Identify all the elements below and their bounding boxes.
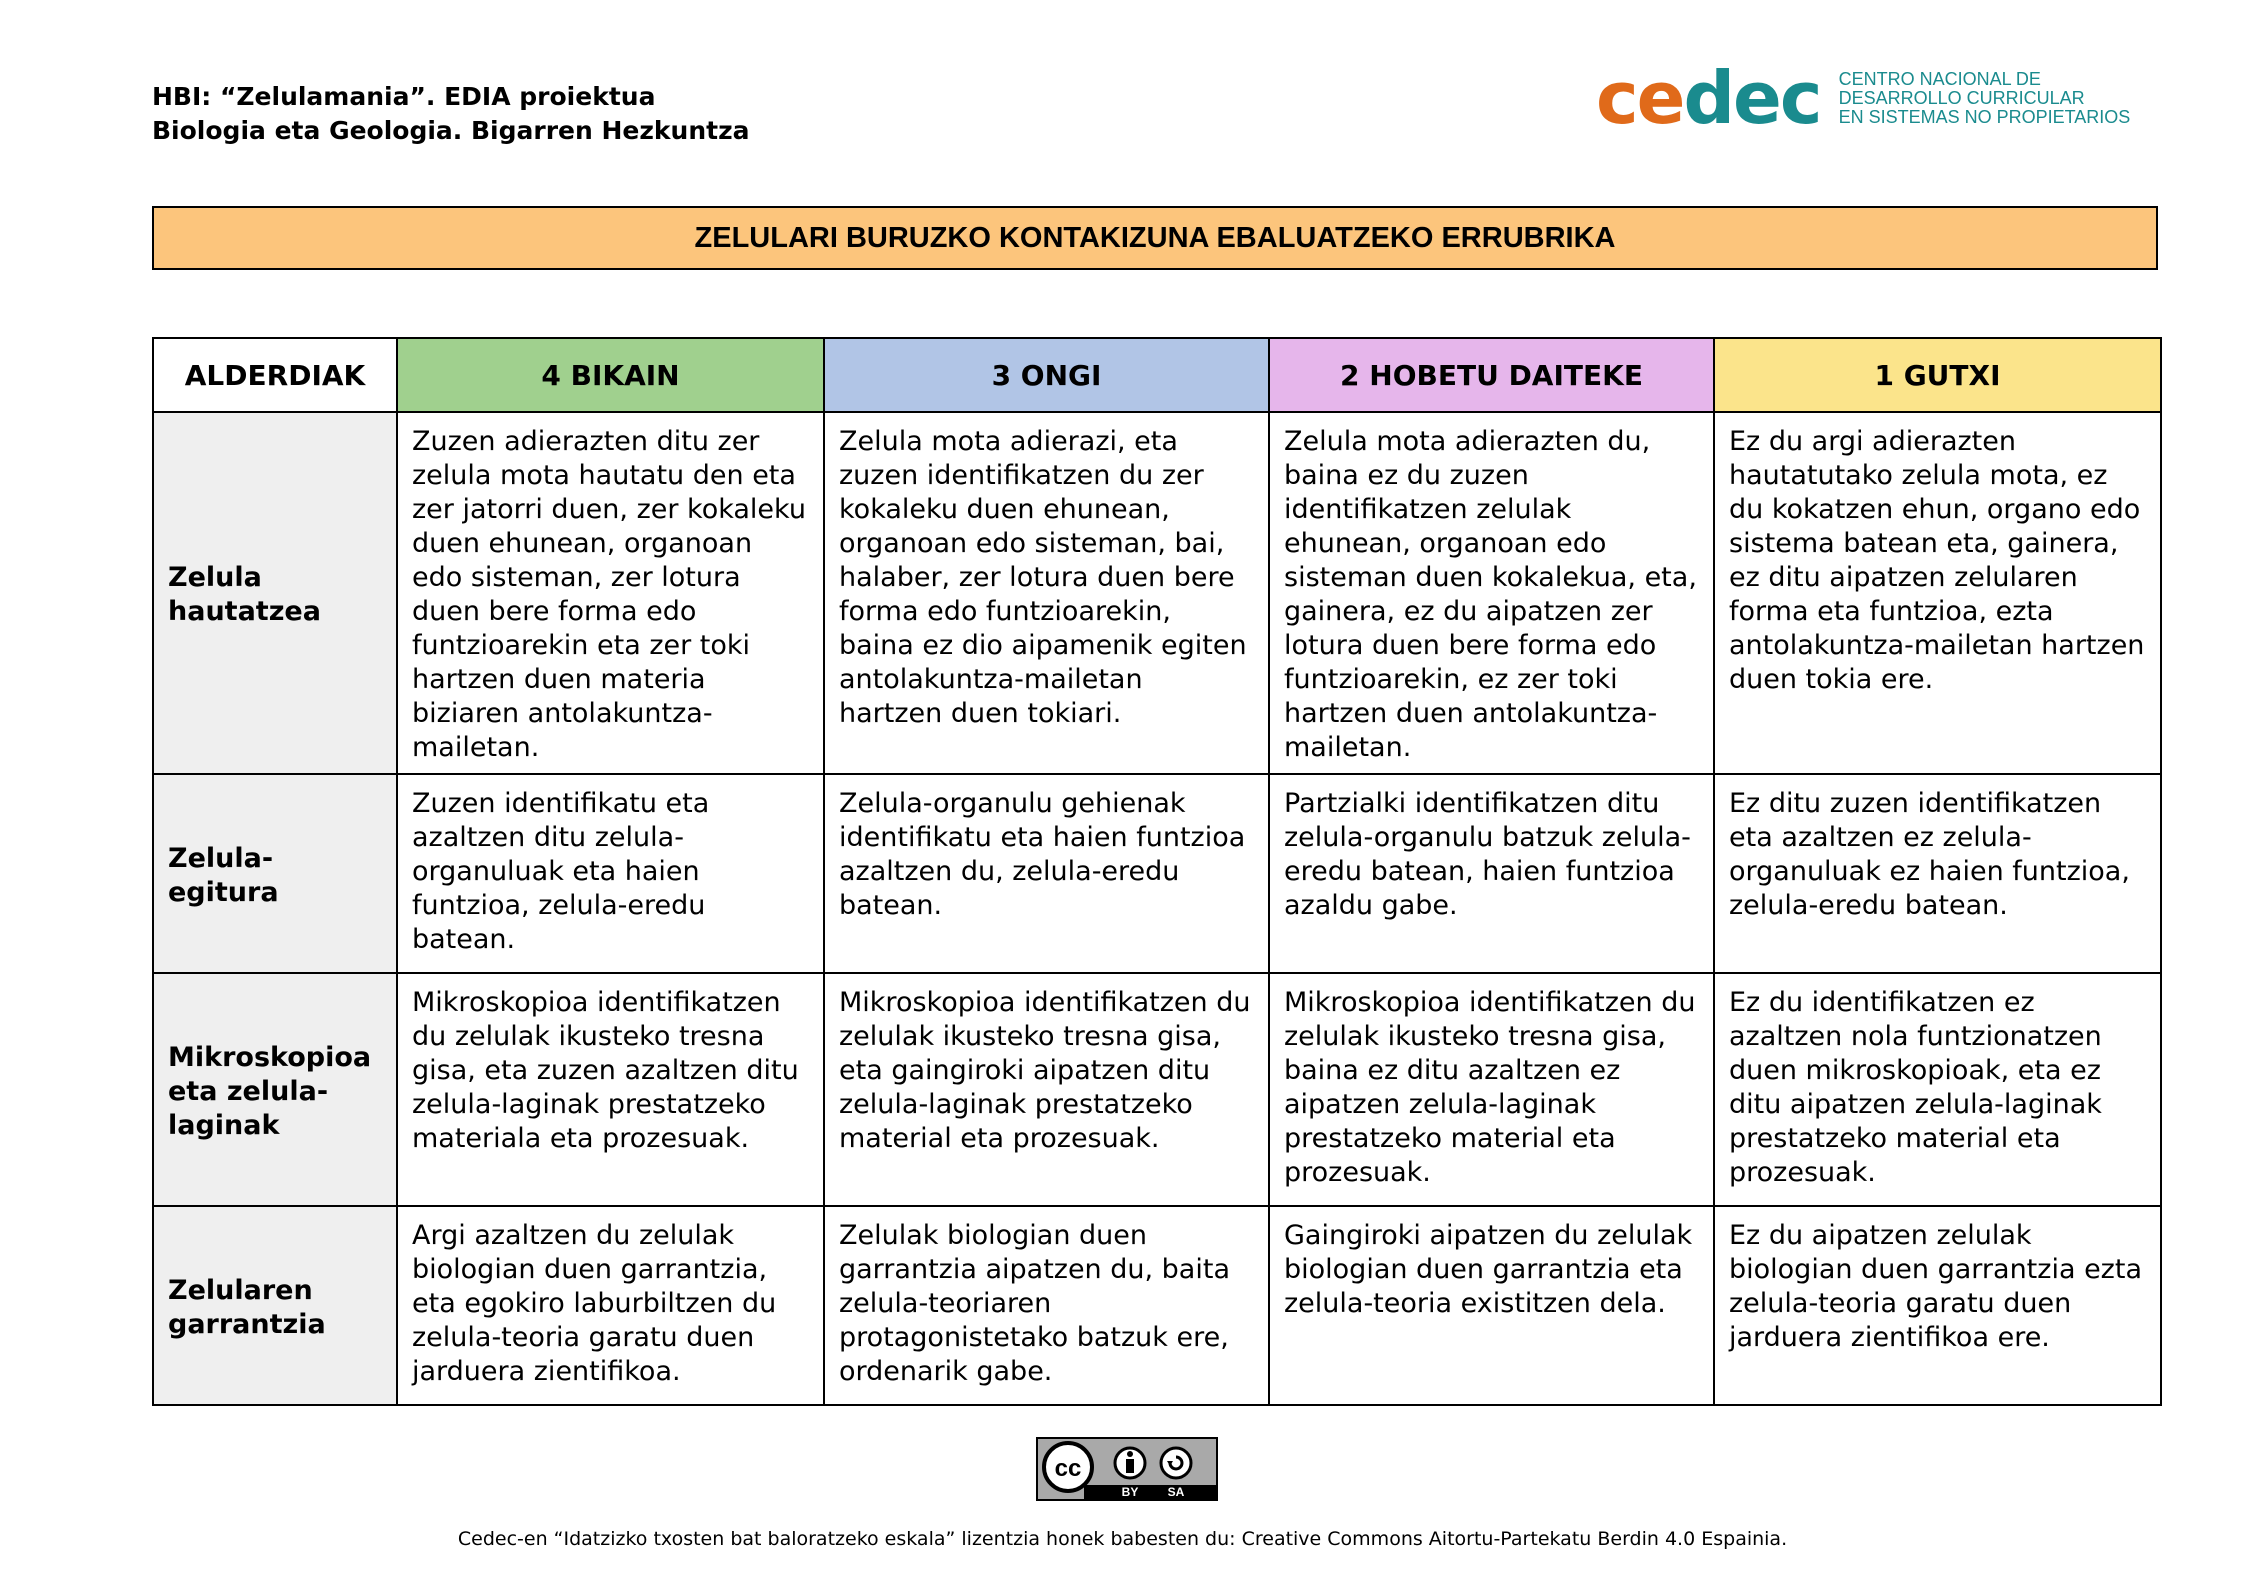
criteria-cell: Zelula mota adierazi, eta zuzen identifikatzen du zer kokaleku duen ehunean, organoan edo sisteman, bai, halaber, zer lotura duen bere forma edo funtzioarekin, baina ez dio aipamenik egiten antolakuntza-mailetan hartzen duen tokiari.: [824, 412, 1269, 774]
cc-icon: [1044, 1443, 1092, 1491]
svg-text:cc: cc: [1054, 1455, 1082, 1482]
criteria-cell: Ez ditu zuzen identifikatzen eta azaltzen ez zelula-organuluak ez haien funtzioa, zelula-eredu batean.: [1714, 774, 2161, 973]
cc-by-sa-badge[interactable]: [1036, 1437, 1218, 1501]
criteria-cell: Mikroskopioa identifikatzen du zelulak ikusteko tresna gisa, eta gaingiroki aipatzen ditu zelula-laginak prestatzeko material eta prozesuak.: [824, 973, 1269, 1206]
attribution-icon: [1115, 1448, 1145, 1478]
logo-subtitle: CENTRO NACIONAL DE DESARROLLO CURRICULAR EN SISTEMAS NO PROPIETARIOS: [1838, 68, 2131, 127]
cedec-logo: [1596, 58, 2130, 138]
table-row: [153, 1206, 2161, 1405]
aspect-cell: Zelularen garrantzia: [153, 1206, 397, 1405]
by-label: BY: [1121, 1485, 1139, 1499]
criteria-cell: Zuzen identifikatu eta azaltzen ditu zelula-organuluak eta haien funtzioa, zelula-eredu batean.: [397, 774, 824, 973]
criteria-cell: Zelulak biologian duen garrantzia aipatzen du, baita zelula-teoriaren protagonistetako batzuk ere, ordenarik gabe.: [824, 1206, 1269, 1405]
criteria-cell: Mikroskopioa identifikatzen du zelulak ikusteko tresna gisa, eta zuzen azaltzen ditu zelula-laginak prestatzeko materiala eta prozesuak.: [397, 973, 824, 1206]
table-row: [153, 973, 2161, 1206]
header-level-4: 4 BIKAIN: [397, 338, 824, 412]
criteria-cell: Partzialki identifikatzen ditu zelula-organulu batzuk zelula-eredu batean, haien funtzioa azaldu gabe.: [1269, 774, 1714, 973]
header-aspects: ALDERDIAK: [153, 338, 397, 412]
sa-label: SA: [1167, 1485, 1185, 1499]
document-header: [152, 80, 750, 148]
subject-title: Biologia eta Geologia. Bigarren Hezkuntza: [152, 116, 750, 145]
aspect-cell: Zelula hautatzea: [153, 412, 397, 774]
criteria-cell: Zelula-organulu gehienak identifikatu eta haien funtzioa azaltzen du, zelula-eredu batean.: [824, 774, 1269, 973]
project-title: HBI: “Zelulamania”. EDIA proiektua: [152, 82, 656, 111]
criteria-cell: Zelula mota adierazten du, baina ez du zuzen identifikatzen zelulak ehunean, organoan edo sisteman duen kokalekua, eta, gainera, ez du aipatzen zer lotura duen bere forma edo funtzioarekin, ez zer toki hartzen duen antolakuntza-mailetan.: [1269, 412, 1714, 774]
logo-wordmark: cedec: [1596, 56, 1821, 140]
rubric-title: ZELULARI BURUZKO KONTAKIZUNA EBALUATZEKO ERRUBRIKA: [152, 206, 2158, 270]
criteria-cell: Mikroskopioa identifikatzen du zelulak ikusteko tresna gisa, baina ez ditu azaltzen ez aipatzen zelula-laginak prestatzeko material eta prozesuak.: [1269, 973, 1714, 1206]
aspect-cell: Zelula-egitura: [153, 774, 397, 973]
rubric-table: [152, 337, 2162, 1406]
table-row: [153, 774, 2161, 973]
table-row: [153, 412, 2161, 774]
criteria-cell: Zuzen adierazten ditu zer zelula mota hautatu den eta zer jatorri duen, zer kokaleku duen ehunean, organoan edo sisteman, zer lotura duen bere forma edo funtzioarekin eta zer toki hartzen duen materia biziaren antolakuntza-mailetan.: [397, 412, 824, 774]
aspect-cell: Mikroskopioa eta zelula-laginak: [153, 973, 397, 1206]
header-level-3: 3 ONGI: [824, 338, 1269, 412]
criteria-cell: Ez du aipatzen zelulak biologian duen garrantzia ezta zelula-teoria garatu duen jarduera zientifikoa ere.: [1714, 1206, 2161, 1405]
criteria-cell: Gaingiroki aipatzen du zelulak biologian duen garrantzia eta zelula-teoria existitzen dela.: [1269, 1206, 1714, 1405]
header-level-2: 2 HOBETU DAITEKE: [1269, 338, 1714, 412]
header-level-1: 1 GUTXI: [1714, 338, 2161, 412]
criteria-cell: Ez du argi adierazten hautatutako zelula mota, ez du kokatzen ehun, organo edo sistema batean eta, gainera, ez ditu aipatzen zelularen forma eta funtzioa, ezta antolakuntza-mailetan hartzen duen tokia ere.: [1714, 412, 2161, 774]
header-row: [153, 338, 2161, 412]
criteria-cell: Ez du identifikatzen ez azaltzen nola funtzionatzen duen mikroskopioak, eta ez ditu aipatzen zelula-laginak prestatzeko material eta prozesuak.: [1714, 973, 2161, 1206]
license-footer: Cedec-en “Idatzizko txosten bat baloratzeko eskala” lizentzia honek babesten du: Creative Commons Aitortu-Partekatu Berdin 4.0 Espainia.: [457, 1528, 1788, 1550]
criteria-cell: Argi azaltzen du zelulak biologian duen garrantzia, eta egokiro laburbiltzen du zelula-teoria garatu duen jarduera zientifikoa.: [397, 1206, 824, 1405]
share-alike-icon: [1161, 1448, 1191, 1478]
